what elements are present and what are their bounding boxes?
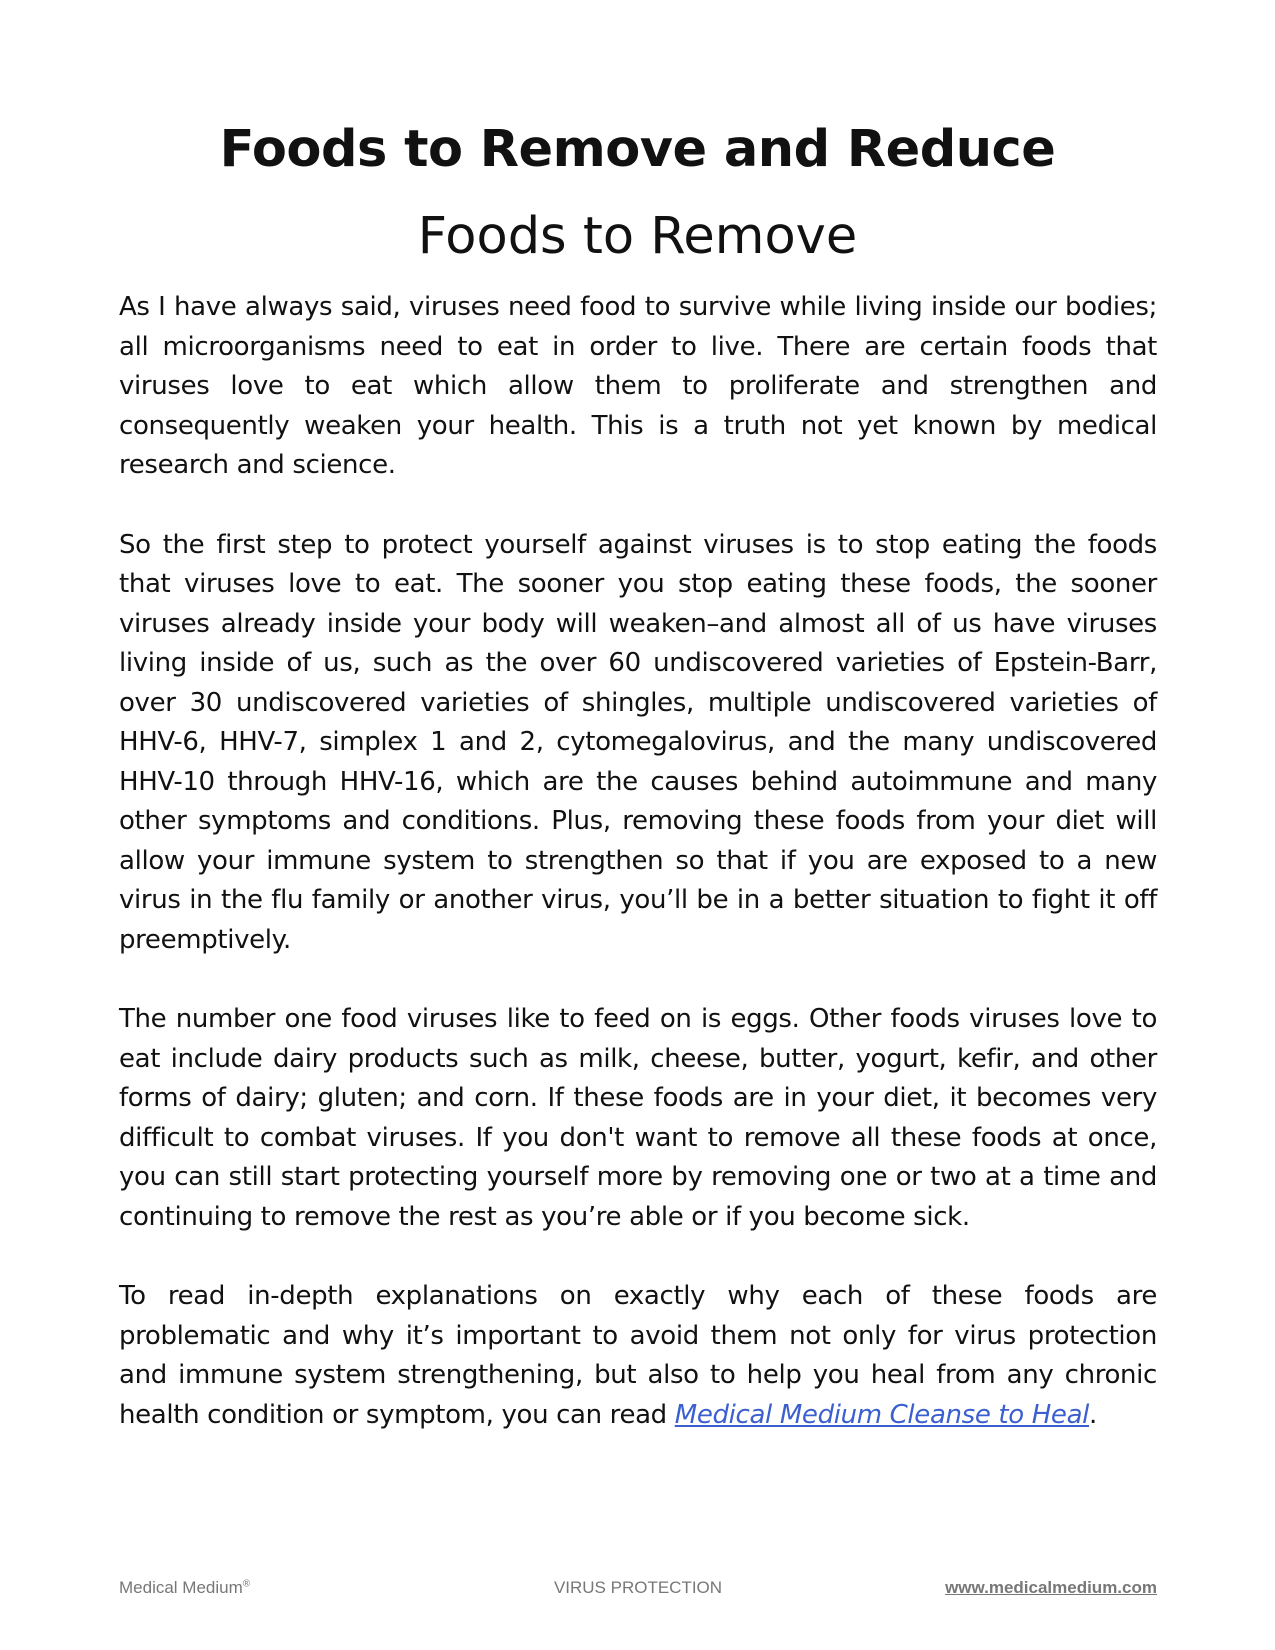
page-title: Foods to Remove and Reduce	[219, 120, 1056, 179]
page-footer	[119, 1578, 1157, 1600]
paragraph-2: So the first step to protect yourself against viruses is to stop eating the foods that viruses love to eat. The sooner you stop eating these foods, the sooner viruses already inside your body will weaken–and almost all of us have viruses living inside of us, such as the over 60 undiscovered varieties of Epstein-Barr, over 30 undiscovered varieties of shingles, multiple undiscovered varieties of HHV-6, HHV-7, simplex 1 and 2, cytomegalovirus, and the many undiscovered HHV-10 through HHV-16, which are the causes behind autoimmune and many other symptoms and conditions. Plus, removing these foods from your diet will allow your immune system to strengthen so that if you are exposed to a new virus in the flu family or another virus, you’ll be in a better situation to fight it off preemptively.	[119, 529, 1157, 955]
footer-section-label: VIRUS PROTECTION	[553, 1578, 723, 1597]
book-link[interactable]: Medical Medium Cleanse to Heal	[674, 1399, 1090, 1430]
footer-website-link[interactable]: www.medicalmedium.com	[945, 1578, 1157, 1597]
footer-brand-text: Medical Medium	[119, 1578, 243, 1597]
paragraph-4	[119, 1277, 1157, 1435]
registered-mark: ®	[242, 1578, 251, 1590]
paragraph-3: The number one food viruses like to feed on is eggs. Other foods viruses love to eat include dairy products such as milk, cheese, butter, yogurt, kefir, and other forms of dairy; gluten; and corn. If these foods are in your diet, it becomes very difficult to combat viruses. If you don't want to remove all these foods at once, you can still start protecting yourself more by removing one or two at a time and continuing to remove the rest as you’re able or if you become sick.	[119, 1004, 1157, 1232]
paragraph-4-end: .	[1089, 1399, 1097, 1430]
paragraph-1: As I have always said, viruses need food to survive while living inside our bodies; all microorganisms need to eat in order to live. There are certain foods that viruses love to eat which allow them to proliferate and strengthen and consequently weaken your health. This is a truth not yet known by medical research and science.	[119, 292, 1157, 480]
section-heading: Foods to Remove	[417, 207, 858, 266]
paragraph-4-text: To read in-depth explanations on exactly why each of these foods are problematic and why it’s important to avoid them not only for virus protection and immune system strengthening, but also to help you heal from any chronic health condition or symptom, you can read	[119, 1281, 1157, 1430]
body-text	[119, 288, 1157, 1475]
